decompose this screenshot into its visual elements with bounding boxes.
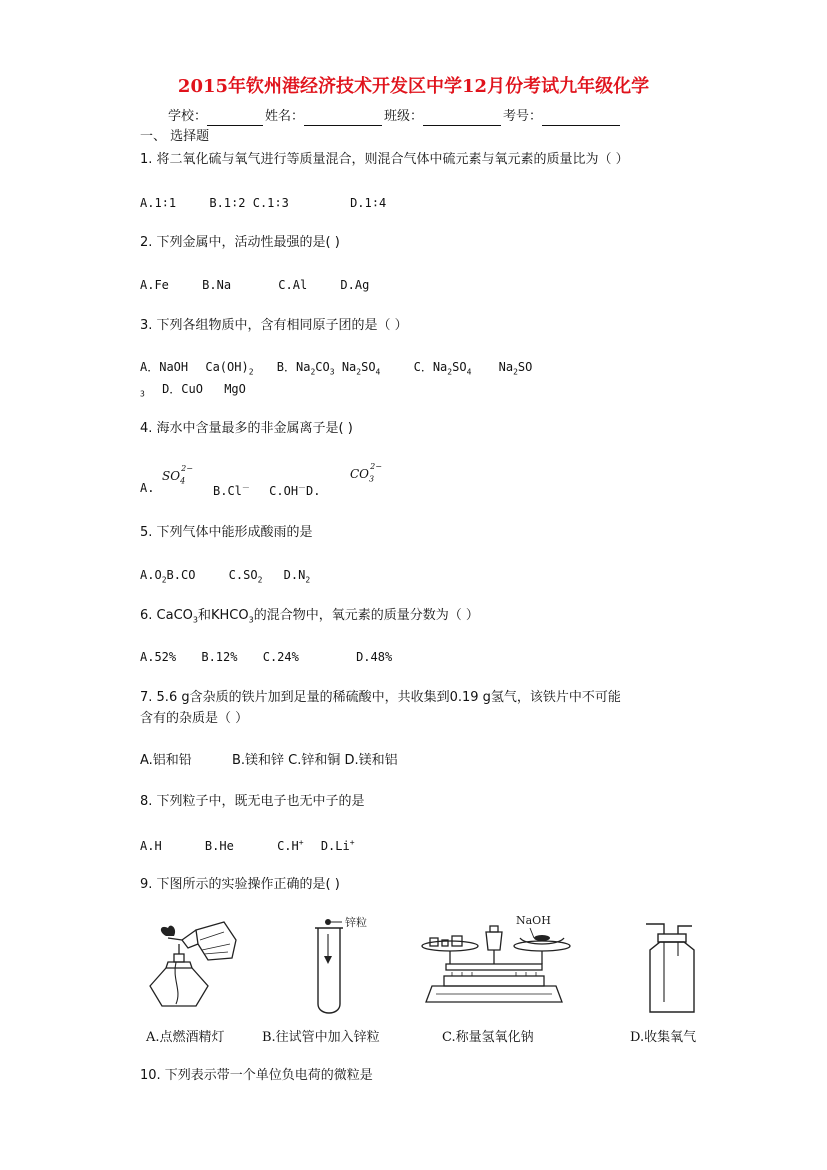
q2-option-b[interactable]: B.Na bbox=[202, 278, 232, 292]
charge: 2− bbox=[370, 462, 382, 471]
q9-stem: 9. 下图所示的实验操作正确的是( ) bbox=[140, 877, 340, 892]
section-heading: 一、 选择题 bbox=[140, 129, 210, 144]
sub: 3 bbox=[248, 615, 254, 625]
q7-stem-line2: 含有的杂质是（ ） bbox=[140, 711, 249, 726]
q2-option-a[interactable]: A.Fe bbox=[140, 278, 169, 292]
q6-stem-mid: 和KHCO bbox=[197, 608, 249, 623]
exam-no-label: 考号： bbox=[503, 109, 543, 124]
q6-stem bbox=[140, 607, 479, 630]
q3-b-co: CO bbox=[315, 360, 330, 374]
q3-options-line2 bbox=[140, 380, 246, 403]
minus: － bbox=[298, 483, 307, 492]
naoh-solid-icon bbox=[534, 935, 550, 941]
sub: 3 bbox=[192, 615, 198, 625]
q6-options bbox=[140, 648, 392, 666]
sub: 2 bbox=[257, 575, 263, 585]
sub: 2 bbox=[305, 575, 311, 585]
q8-option-d[interactable]: D.Li bbox=[320, 839, 350, 853]
q8-option-a[interactable]: A.H bbox=[140, 839, 162, 853]
q3-c-so3: SO bbox=[517, 360, 533, 374]
q4-options-bcd bbox=[213, 479, 321, 500]
header-fields bbox=[168, 108, 622, 126]
zinc-label: 锌粒 bbox=[345, 916, 367, 929]
sulfate-ion-formula bbox=[162, 464, 197, 486]
q1-option-a[interactable]: A.1∶1 bbox=[140, 196, 177, 210]
q6-stem-post: 的混合物中，氧元素的质量分数为（ ） bbox=[253, 608, 479, 623]
q8-options bbox=[140, 834, 355, 855]
q3-option-c[interactable]: C．Na bbox=[413, 360, 448, 374]
school-blank[interactable] bbox=[207, 112, 263, 126]
class-blank[interactable] bbox=[423, 112, 501, 126]
zinc-particle-icon bbox=[325, 919, 331, 925]
sub: 2 bbox=[161, 575, 167, 585]
name-label: 姓名： bbox=[265, 109, 305, 124]
figure-b-caption: B.往试管中加入锌粒 bbox=[262, 1030, 380, 1045]
q7-option-a[interactable]: A.铝和铅 bbox=[140, 753, 192, 768]
q5-option-c[interactable]: C.SO bbox=[228, 568, 258, 582]
q4-option-b[interactable]: B.Cl bbox=[213, 484, 242, 498]
q4-option-a[interactable]: A. bbox=[140, 481, 155, 495]
q5-options bbox=[140, 566, 310, 589]
q5-option-b[interactable]: B.CO bbox=[166, 568, 196, 582]
q8-option-c[interactable]: C.H bbox=[277, 839, 299, 853]
figure-d-caption: D.收集氧气 bbox=[630, 1030, 697, 1045]
q1-stem: 1. 将二氧化硫与氧气进行等质量混合，则混合气体中硫元素与氧元素的质量比为（ ） bbox=[140, 152, 629, 167]
q4-stem: 4. 海水中含量最多的非金属离子是( ) bbox=[140, 421, 353, 436]
q6-stem-pre: 6. CaCO bbox=[140, 608, 193, 623]
q3-options-line1 bbox=[140, 358, 532, 381]
plus: + bbox=[349, 838, 355, 847]
q1-option-b[interactable]: B.1∶2 bbox=[209, 196, 246, 210]
carbonate-co: CO bbox=[350, 467, 370, 481]
minus: － bbox=[241, 483, 250, 492]
q4-option-c[interactable]: C.OH bbox=[269, 484, 299, 498]
naoh-label: NaOH bbox=[516, 914, 551, 927]
q4-option-d[interactable]: D. bbox=[306, 484, 321, 498]
q3-option-d[interactable]: D．CuO bbox=[162, 382, 203, 396]
sub: 4 bbox=[375, 367, 381, 377]
q7-option-d[interactable]: D.镁和铝 bbox=[344, 753, 398, 768]
q3-b-na2so4: Na bbox=[341, 360, 357, 374]
q2-option-c[interactable]: C.Al bbox=[278, 278, 308, 292]
sub: 2 bbox=[356, 367, 362, 377]
q8-stem: 8. 下列粒子中，既无电子也无中子的是 bbox=[140, 794, 365, 809]
q3-a-formula: Ca(OH) bbox=[205, 360, 249, 374]
name-blank[interactable] bbox=[304, 112, 382, 126]
q2-options bbox=[140, 276, 369, 294]
sub: 2 bbox=[248, 367, 254, 377]
q7-options bbox=[140, 752, 398, 770]
q6-option-c[interactable]: C.24% bbox=[262, 650, 299, 664]
q3-stem: 3. 下列各组物质中，含有相同原子团的是（ ） bbox=[140, 318, 408, 333]
q3-b-so: SO bbox=[361, 360, 376, 374]
q1-option-c[interactable]: C.1∶3 bbox=[252, 196, 289, 210]
sub: 2 bbox=[447, 367, 453, 377]
q5-option-d[interactable]: D.N bbox=[283, 568, 306, 582]
q10-stem: 10. 下列表示带一个单位负电荷的微粒是 bbox=[140, 1068, 373, 1083]
alcohol-lamp-figure bbox=[136, 910, 248, 1018]
q8-option-b[interactable]: B.He bbox=[204, 839, 234, 853]
q1-options bbox=[140, 194, 386, 212]
q7-stem-line1: 7. 5.6 g含杂质的铁片加到足量的稀硫酸中，共收集到0.19 g氢气，该铁片中不可能 bbox=[140, 690, 621, 705]
figure-a-caption: A.点燃酒精灯 bbox=[146, 1030, 225, 1045]
sub: 3 bbox=[369, 474, 375, 484]
q5-option-a[interactable]: A.O bbox=[140, 568, 162, 582]
q2-stem: 2. 下列金属中，活动性最强的是( ) bbox=[140, 235, 340, 250]
figure-c-caption: C.称量氢氧化钠 bbox=[442, 1030, 534, 1045]
test-tube-figure bbox=[298, 914, 378, 1018]
carbonate-ion-formula bbox=[350, 462, 386, 484]
sulfate-so: SO bbox=[162, 469, 181, 483]
q6-option-d[interactable]: D.48% bbox=[356, 650, 393, 664]
q6-option-a[interactable]: A.52% bbox=[140, 650, 177, 664]
sub: 4 bbox=[180, 476, 186, 486]
q3-option-a[interactable]: A．NaOH bbox=[140, 360, 189, 374]
sub: 2 bbox=[310, 367, 316, 377]
q3-d-formula: MgO bbox=[224, 382, 246, 396]
q1-option-d[interactable]: D.1∶4 bbox=[350, 196, 387, 210]
sub: 4 bbox=[466, 367, 472, 377]
exam-title: 2015年钦州港经济技术开发区中学12月份考试九年级化学 bbox=[177, 76, 650, 97]
q3-c-na2so3: Na bbox=[498, 360, 514, 374]
exam-no-blank[interactable] bbox=[542, 112, 620, 126]
q5-stem: 5. 下列气体中能形成酸雨的是 bbox=[140, 525, 313, 540]
plus: + bbox=[298, 838, 304, 847]
q6-option-b[interactable]: B.12% bbox=[201, 650, 238, 664]
sub: 3 bbox=[140, 389, 145, 399]
class-label: 班级： bbox=[384, 109, 424, 124]
q3-c-so: SO bbox=[452, 360, 467, 374]
school-label: 学校： bbox=[168, 109, 208, 124]
gas-bottle-figure bbox=[636, 916, 708, 1018]
q7-option-c[interactable]: C.锌和铜 bbox=[288, 753, 341, 768]
q2-option-d[interactable]: D.Ag bbox=[340, 278, 370, 292]
sub: 2 bbox=[513, 367, 518, 377]
q7-option-b[interactable]: B.镁和锌 bbox=[231, 753, 285, 768]
charge: 2− bbox=[181, 464, 193, 473]
q3-option-b[interactable]: B．Na bbox=[276, 360, 311, 374]
sub: 3 bbox=[329, 367, 335, 377]
balance-figure bbox=[416, 910, 572, 1018]
